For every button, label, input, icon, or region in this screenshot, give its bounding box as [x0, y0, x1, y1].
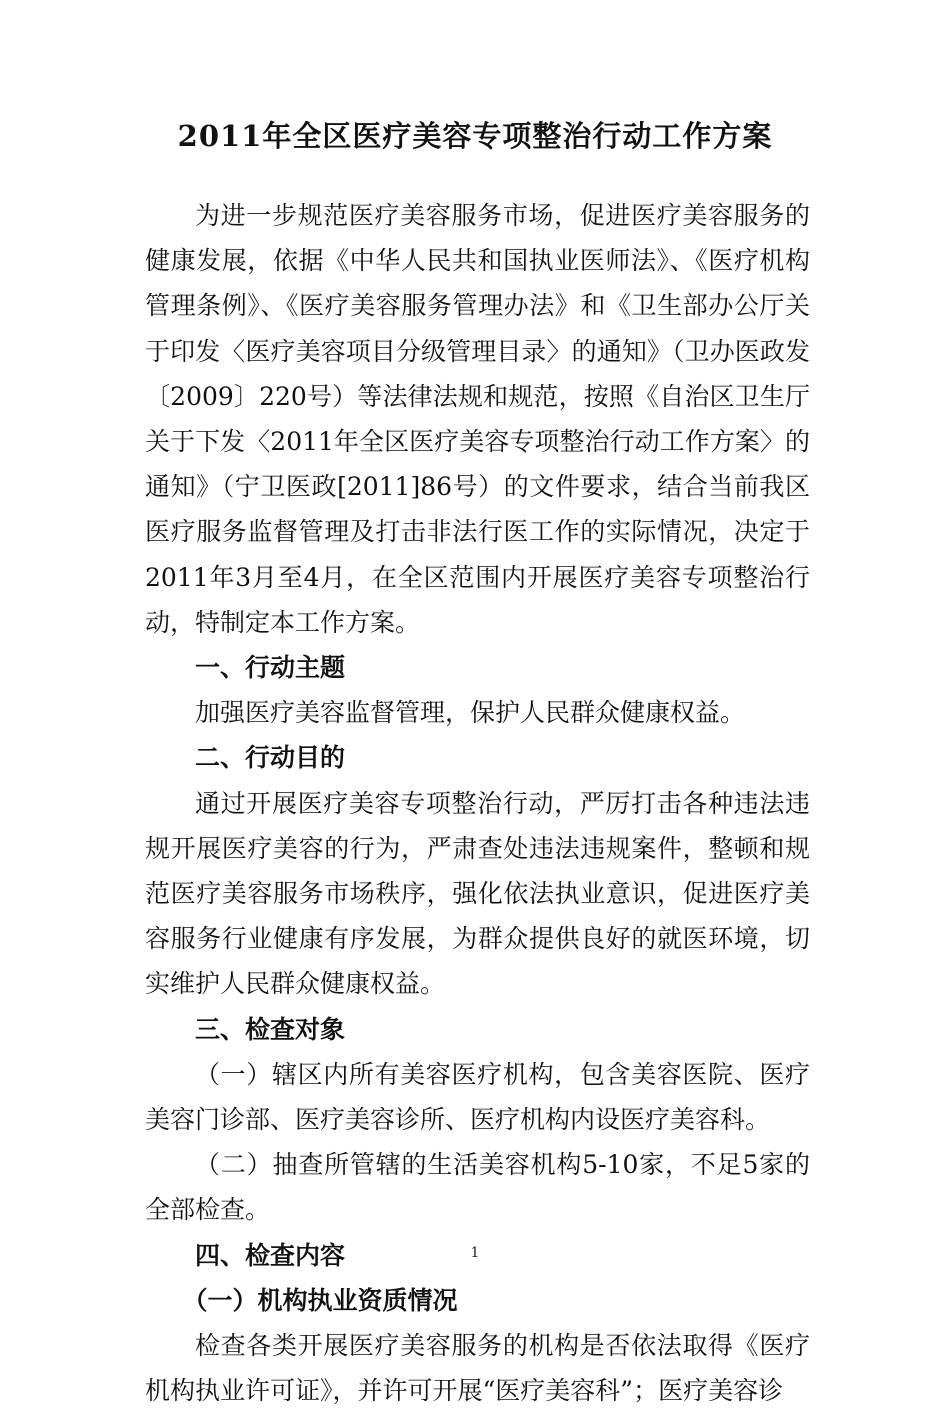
- intro-paragraph: 为进一步规范医疗美容服务市场，促进医疗美容服务的健康发展，依据《中华人民共和国执业医师法》、《医疗机构管理条例》、《医疗美容服务管理办法》和《卫生部办公厅关于印发〈医疗美容项目分级管理目录〉的通知》（卫办医政发〔2009〕220号）等法律法规和规范，按照《自治区卫生厅关于下发〈2011年全区医疗美容专项整治行动工作方案〉的通知》（宁卫医政[2011]86号）的文件要求，结合当前我区医疗服务监督管理及打击非法行医工作的实际情况，决定于2011年3月至4月，在全区范围内开展医疗美容专项整治行动，特制定本工作方案。: [145, 201, 810, 637]
- document-title: 2011年全区医疗美容专项整治行动工作方案: [177, 119, 773, 153]
- qualification-paragraph: 检查各类开展医疗美容服务的机构是否依法取得《医疗机构执业许可证》，并许可开展“医疗美容科”；医疗美容诊: [145, 1331, 810, 1406]
- purpose-paragraph: 通过开展医疗美容专项整治行动，严厉打击各种违法违规开展医疗美容的行为，严肃查处违法违规案件，整顿和规范医疗美容服务市场秩序，强化依法执业意识，促进医疗美容服务行业健康有序发展，为群众提供良好的就医环境，切实维护人民群众健康权益。: [145, 788, 810, 999]
- document-body: [145, 193, 810, 1413]
- section-heading-content: 四、检查内容: [195, 1240, 346, 1270]
- theme-paragraph: 加强医疗美容监督管理，保护人民群众健康权益。: [195, 698, 746, 728]
- section-heading-purpose: 二、行动目的: [195, 743, 346, 773]
- targets-paragraph-1: （一）辖区内所有美容医疗机构，包含美容医院、医疗美容门诊部、医疗美容诊所、医疗机构内设医疗美容科。: [145, 1059, 810, 1135]
- section-heading-theme: 一、行动主题: [195, 653, 346, 683]
- subsection-heading-qualification: （一）机构执业资质情况: [182, 1285, 458, 1315]
- section-heading-targets: 三、检查对象: [195, 1014, 346, 1044]
- page-number: 1: [470, 1245, 480, 1261]
- targets-paragraph-2: （二）抽查所管辖的生活美容机构5-10家，不足5家的全部检查。: [145, 1150, 810, 1225]
